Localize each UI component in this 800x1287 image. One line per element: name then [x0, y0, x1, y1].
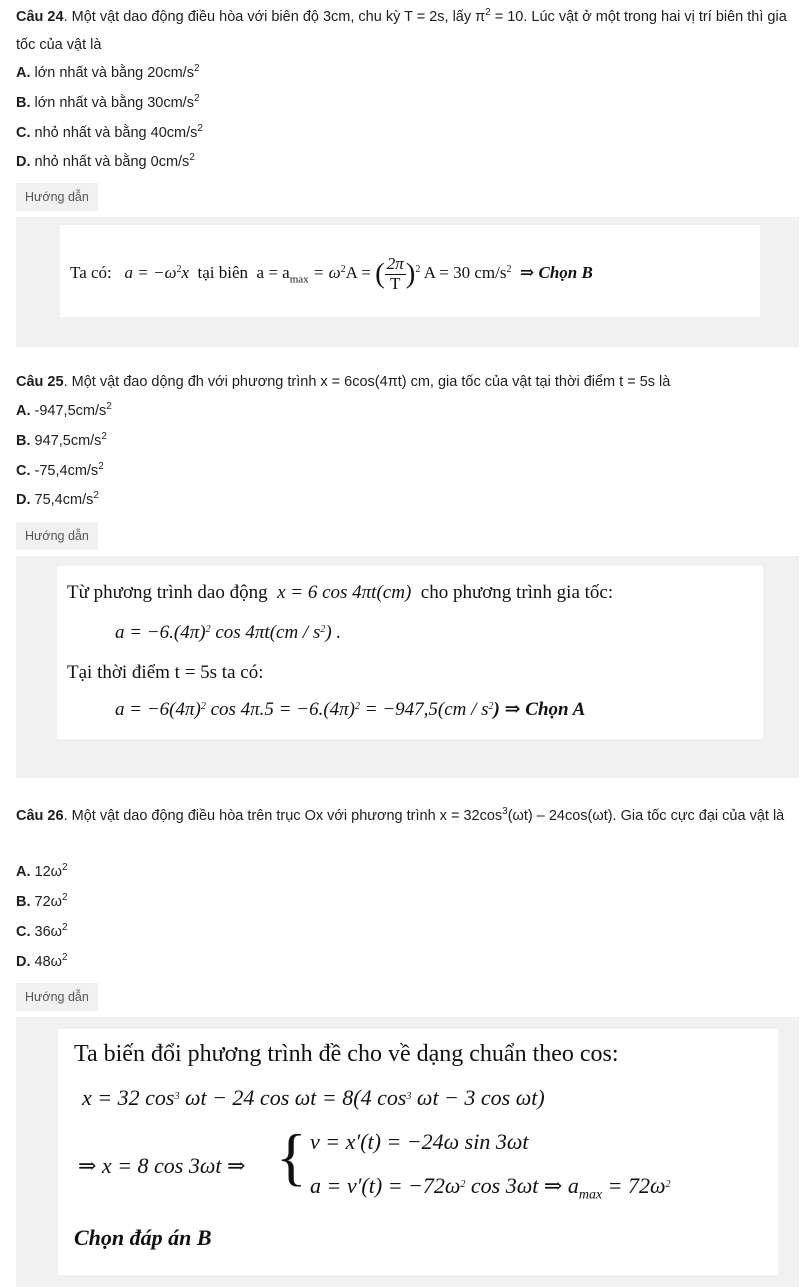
solution-26-line-2: x = 32 $\cos^3 \omega t - 24$ cos ωt = 8(4 $\cos^3 \omega t - 3$ cos ωt) — [82, 1085, 545, 1110]
question-26-option-b: B. $72\omega^2$ — [16, 892, 68, 910]
question-26-option-a: A. $12\omega^2$ — [16, 862, 68, 880]
solution-26-image — [58, 1029, 778, 1275]
question-24-option-a: A. lớn nhất và bằng $20cm/s^2$ — [16, 63, 200, 81]
solution-26-line-6: Chọn đáp án B — [74, 1225, 212, 1250]
solution-24-line: Ta có: $a = -\omega^2x$ tại biên $a = a_{max} = \omega^2A$ = ( $\frac{2\pi}{T}$ )$^2$ A = 30 $cm/s^2$ ⇒ Chọn B — [70, 254, 593, 293]
question-25-number: Câu 25 — [16, 374, 64, 390]
guide-toggle-26[interactable]: Hướng dẫn — [16, 983, 98, 1011]
question-24-text: Câu 24. Một vật dao động điều hòa với biên độ 3cm, chu kỳ T = 2s, lấy $\pi^2 = 10$. Lúc vật ở một trong hai vị trí biên thì gia tốc của vật là — [16, 7, 787, 53]
solution-26-panel — [16, 1017, 799, 1287]
question-25-option-a: A. $-947,5cm/s^2$ — [16, 401, 112, 419]
question-24-option-c: C. nhỏ nhất và bằng $40cm/s^2$ — [16, 123, 203, 141]
guide-toggle-24[interactable]: Hướng dẫn — [16, 183, 98, 211]
solution-25-line-3: Tại thời điểm t = 5s ta có: — [67, 662, 264, 683]
solution-25-line-1: Từ phương trình dao động x = 6 cos 4πt(cm) cho phương trình gia tốc: — [67, 582, 614, 603]
question-25-option-b: B. $947,5cm/s^2$ — [16, 431, 107, 449]
question-24-number: Câu 24 — [16, 9, 64, 25]
solution-25-line-2: $a = -6.(4\pi)^2$ $\cos 4\pi t(cm / s^2)$ . — [115, 622, 342, 643]
solution-25-panel — [16, 556, 799, 778]
solution-25-line-4: $a = -6(4\pi)^2$ $\cos 4\pi.5 = -6.(4\pi)^2 = -947,5(cm / s^2)$ ⇒ Chọn A — [115, 699, 586, 720]
question-24-option-b: B. lớn nhất và bằng $30cm/s^2$ — [16, 93, 200, 111]
solution-24-panel — [16, 217, 799, 347]
question-25-option-c: C. $-75,4cm/s^2$ — [16, 461, 104, 479]
solution-24-image — [60, 225, 760, 317]
question-26-text: Câu 26. Một vật dao động điều hòa trên trục Ox với phương trình $x = 32\cos^3(\omega t) - 24\cos(\omega t)$. Gia tốc cực đại của vật là — [16, 806, 785, 824]
solution-26-line-3: ⇒ x = 8 cos 3ωt ⇒ — [78, 1153, 246, 1178]
guide-toggle-25[interactable]: Hướng dẫn — [16, 522, 98, 550]
question-26-option-d: D. $48\omega^2$ — [16, 952, 68, 970]
brace-glyph: { — [276, 1121, 307, 1192]
solution-26-line-5: $a = v'(t) = -72\omega^2$ cos 3ωt ⇒ $a_{max} = 72\omega^2$ — [310, 1173, 671, 1203]
question-24-option-d: D. nhỏ nhất và bằng $0cm/s^2$ — [16, 152, 195, 170]
question-25-text: Câu 25. Một vật đao dộng đh với phương trình x = 6cos(4πt) cm, gia tốc của vật tại thời điểm t = 5s là — [16, 374, 671, 390]
question-26-number: Câu 26 — [16, 808, 64, 824]
question-25-option-d: D. $75,4cm/s^2$ — [16, 490, 99, 508]
question-26-option-c: C. $36\omega^2$ — [16, 922, 68, 940]
solution-26-line-1: Ta biến đổi phương trình đề cho về dạng chuẩn theo cos: — [74, 1041, 619, 1067]
solution-26-line-4: v = x′(t) = −24ω sin 3ωt — [310, 1129, 529, 1154]
solution-25-image — [57, 566, 763, 739]
